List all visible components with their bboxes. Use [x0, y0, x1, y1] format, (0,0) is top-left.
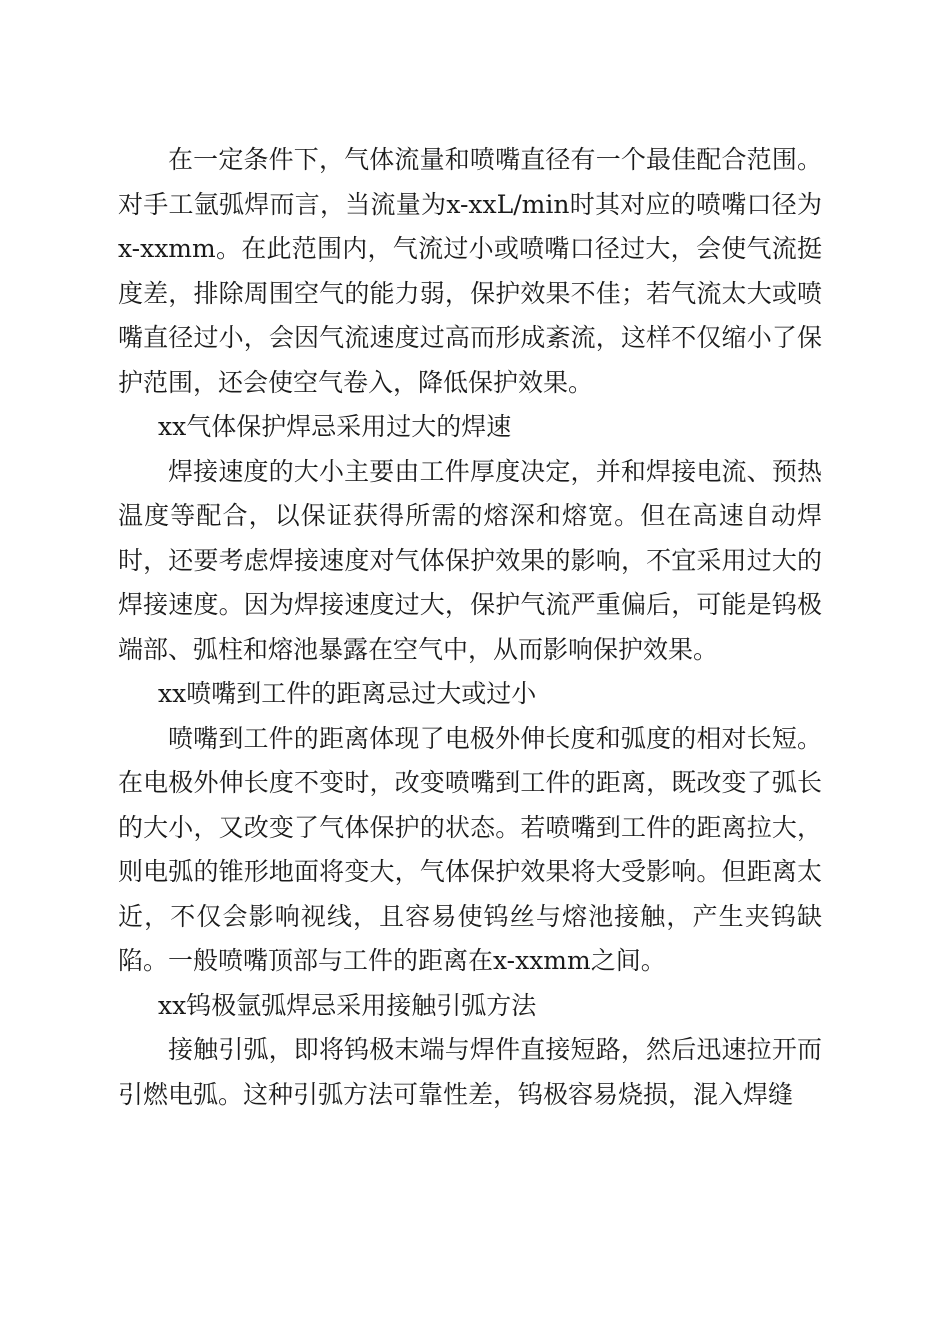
paragraph-contact-arc-start: 接触引弧，即将钨极末端与焊件直接短路，然后迅速拉开而引燃电弧。这种引弧方法可靠性差，钨极容易烧损，混入焊缝: [118, 1035, 822, 1109]
paragraph-gas-flow-nozzle: 在一定条件下，气体流量和喷嘴直径有一个最佳配合范围。对手工氩弧焊而言，当流量为x-xxL/min时其对应的喷嘴口径为x-xxmm。在此范围内，气流过小或喷嘴口径过大，会使气流挺度差，排除周围空气的能力弱，保护效果不佳；若气流太大或喷嘴直径过小，会因气流速度过高而形成紊流，这样不仅缩小了保护范围，还会使空气卷入，降低保护效果。: [118, 145, 822, 397]
heading-nozzle-distance: xx喷嘴到工件的距离忌过大或过小: [158, 679, 537, 708]
document-page: [118, 138, 822, 1117]
paragraph-nozzle-distance: 喷嘴到工件的距离体现了电极外伸长度和弧度的相对长短。在电极外伸长度不变时，改变喷嘴到工件的距离，既改变了弧长的大小，又改变了气体保护的状态。若喷嘴到工件的距离拉大，则电弧的锥形地面将变大，气体保护效果将大受影响。但距离太近，不仅会影响视线，且容易使钨丝与熔池接触，产生夹钨缺陷。一般喷嘴顶部与工件的距离在x-xxmm之间。: [118, 723, 822, 975]
heading-contact-arc-start: xx钨极氩弧焊忌采用接触引弧方法: [158, 990, 537, 1020]
paragraph-welding-speed: 焊接速度的大小主要由工件厚度决定，并和焊接电流、预热温度等配合，以保证获得所需的熔深和熔宽。但在高速自动焊时，还要考虑焊接速度对气体保护效果的影响，不宜采用过大的焊接速度。因为焊接速度过大，保护气流严重偏后，可能是钨极端部、弧柱和熔池暴露在空气中，从而影响保护效果。: [118, 456, 822, 664]
heading-welding-speed: xx气体保护焊忌采用过大的焊速: [158, 412, 512, 441]
